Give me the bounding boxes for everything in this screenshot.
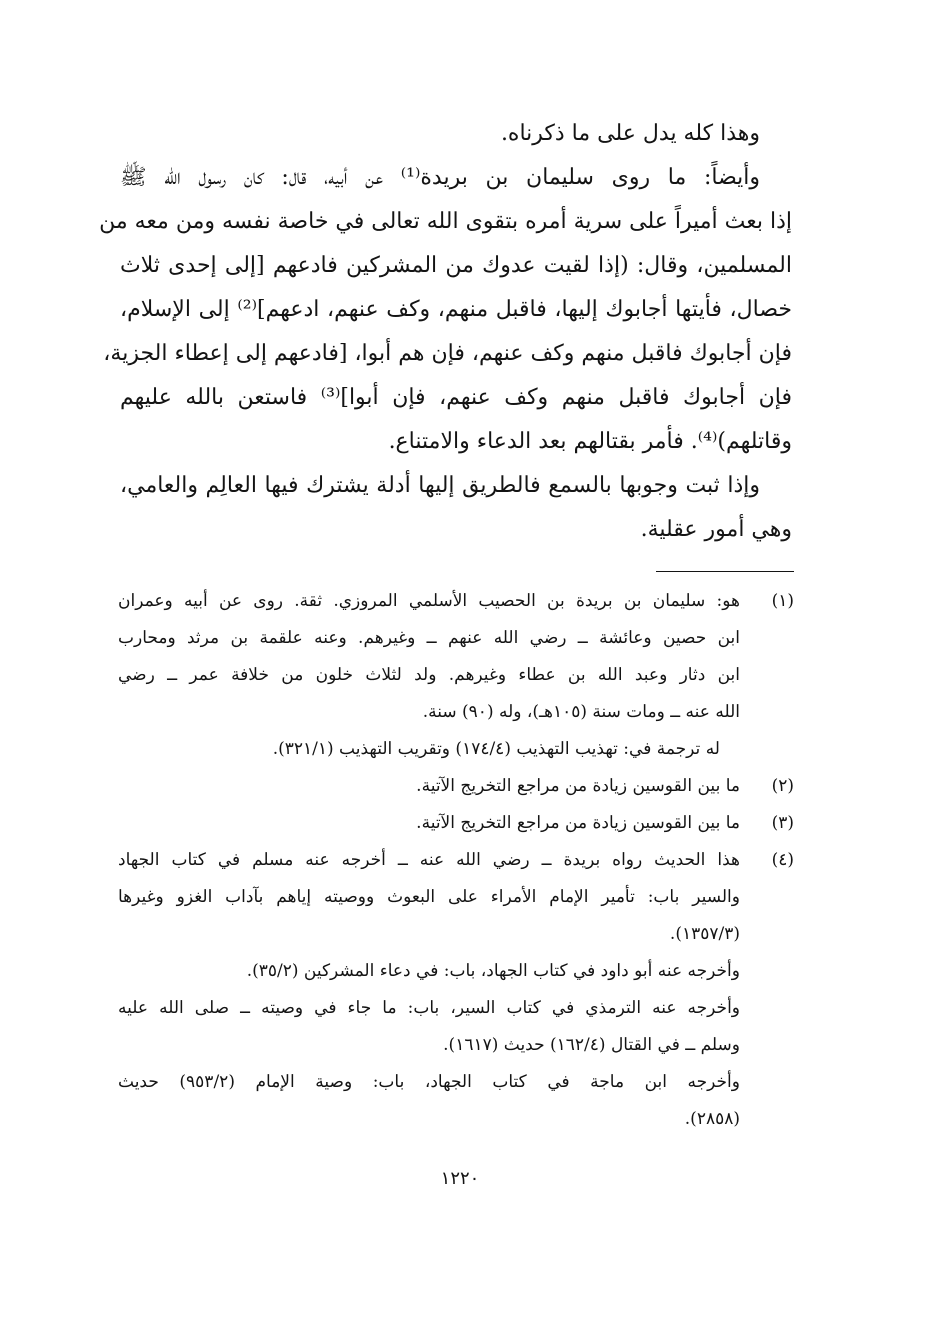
- footnote-line: هذا الحديث رواه بريدة ــ رضي الله عنه ــ أخرجه عنه مسلم في كتاب الجهاد: [118, 850, 740, 870]
- footnote-line: (١٣٥٧/٣).: [669, 924, 740, 944]
- footnote-1: [118, 583, 794, 768]
- footnote-text: [118, 768, 740, 805]
- body-line: خصال، فأيتها أجابوك إليها، فاقبل منهم، وكف عنهم، ادعهم]⁽²⁾ إلى الإسلام،: [120, 297, 793, 322]
- body-line: فإن أجابوك فاقبل منهم وكف عنهم، فإن أبوا]⁽³⁾ فاستعن بالله عليهم: [120, 385, 792, 410]
- footnote-number: (٤): [771, 850, 794, 870]
- main-text: [99, 112, 793, 552]
- body-line: وقاتلهم)⁽⁴⁾. فأمر بقتالهم بعد الدعاء والامتناع.: [388, 429, 792, 454]
- footnote-line: ما بين القوسين زيادة من مراجع التخريج الآتية.: [416, 813, 740, 833]
- footnote-line: (٢٨٥٨).: [684, 1109, 740, 1129]
- footnote-line: وأخرجه عنه أبو داود في كتاب الجهاد، باب: في دعاء المشركين (٣٥/٢).: [246, 961, 740, 981]
- footnote-line: ابن دثار وعبد الله بن عطاء وغيرهم. ولد لثلاث خلون من خلافة عمر ــ رضي: [118, 665, 740, 685]
- body-line: المسلمين، وقال: (إذا لقيت عدوك من المشركين فادعهم [إلى إحدى ثلاث: [120, 253, 792, 278]
- footnote-line: ما بين القوسين زيادة من مراجع التخريج الآتية.: [416, 776, 740, 796]
- footnote-line: هو: سليمان بن بريدة بن الحصيب الأسلمي المروزي. ثقة. روى عن أبيه وعمران: [118, 591, 740, 611]
- footnote-line: ابن حصين وعائشة ــ رضي الله عنهم ــ وغيرهم. وعنه علقمة بن مرثد ومحارب: [118, 628, 740, 648]
- footnote-text: [118, 842, 740, 1138]
- footnote-line: والسير باب: تأمير الإمام الأمراء على البعوث ووصيته إياهم بآداب الغزو وغيرها: [118, 887, 740, 907]
- footnote-2: [118, 768, 794, 805]
- body-line: فإن أجابوك فاقبل منهم وكف عنهم، فإن هم أبوا، [فادعهم إلى إعطاء الجزية،: [103, 341, 792, 366]
- body-line: وأيضاً: ما روى سليمان بن بريدة⁽¹⁾ عن أبيه، قال: كان رسول الله ﷺ: [120, 165, 761, 190]
- footnote-number: (١): [771, 591, 794, 611]
- footnote-separator: [656, 571, 794, 572]
- footnotes: [118, 583, 794, 1138]
- footnote-number: (٢): [771, 776, 794, 796]
- footnote-line: الله عنه ــ ومات سنة (١٠٥هـ)، وله (٩٠) سنة.: [422, 702, 740, 722]
- footnote-line: له ترجمة في: تهذيب التهذيب (١٧٤/٤) وتقريب التهذيب (٣٢١/١).: [272, 739, 720, 759]
- footnote-text: [118, 805, 740, 842]
- body-line: وهي أمور عقلية.: [640, 517, 792, 542]
- body-line: وهذا كله يدل على ما ذكرناه.: [500, 121, 760, 146]
- footnote-3: [118, 805, 794, 842]
- footnote-text: [118, 583, 740, 768]
- footnote-line: وأخرجه ابن ماجة في كتاب الجهاد، باب: وصية الإمام (٩٥٣/٢) حديث: [118, 1072, 740, 1092]
- footnote-4: [118, 842, 794, 1138]
- page-number: ١٢٢٠: [440, 1168, 480, 1189]
- body-line: وإذا ثبت وجوبها بالسمع فالطريق إليها أدلة يشترك فيها العالِم والعامي،: [120, 473, 760, 498]
- footnote-number: (٣): [771, 813, 794, 833]
- body-line: إذا بعث أميراً على سرية أمره بتقوى الله تعالى في خاصة نفسه ومن معه من: [99, 209, 792, 234]
- footnote-line: وسلم ــ في القتال (١٦٢/٤) حديث (١٦١٧).: [443, 1035, 740, 1055]
- footnote-line: وأخرجه عنه الترمذي في كتاب السير، باب: ما جاء في وصيته ــ صلى الله عليه: [118, 998, 740, 1018]
